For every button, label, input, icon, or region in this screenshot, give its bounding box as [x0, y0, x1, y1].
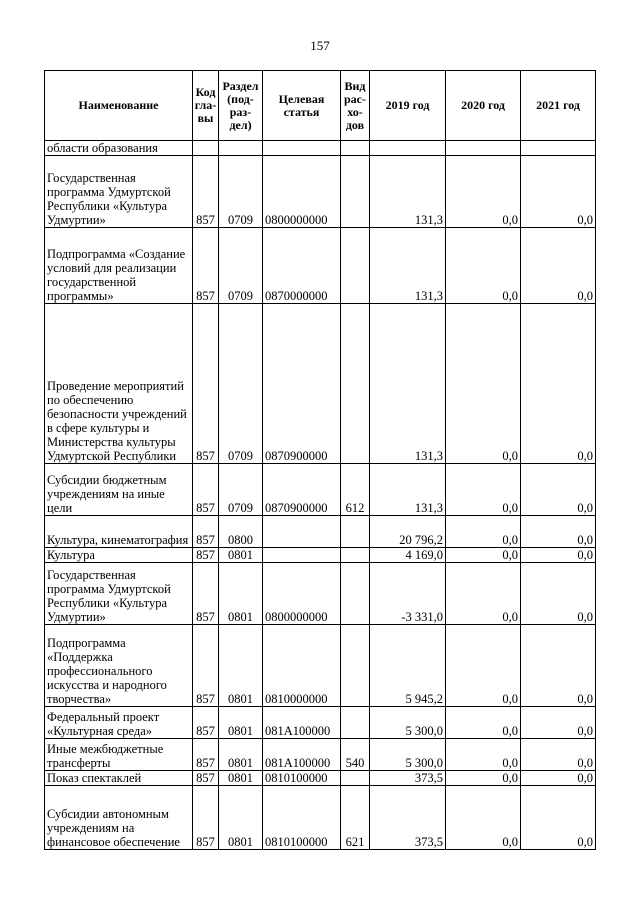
cell-y2019: 131,3	[370, 464, 446, 516]
cell-y2020: 0,0	[446, 625, 521, 707]
cell-target: 0810000000	[263, 625, 341, 707]
cell-type	[341, 625, 370, 707]
cell-type: 621	[341, 786, 370, 850]
cell-code: 857	[193, 786, 219, 850]
cell-y2020: 0,0	[446, 304, 521, 464]
cell-section: 0801	[219, 563, 263, 625]
cell-y2019: 5 945,2	[370, 625, 446, 707]
page-number: 157	[310, 38, 330, 53]
cell-y2021: 0,0	[521, 464, 596, 516]
cell-code: 857	[193, 563, 219, 625]
table-row	[45, 548, 596, 563]
cell-section: 0709	[219, 228, 263, 304]
cell-section: 0801	[219, 739, 263, 771]
cell-target	[263, 548, 341, 563]
cell-section	[219, 141, 263, 156]
table-row	[45, 786, 596, 850]
cell-target: 0810100000	[263, 786, 341, 850]
cell-name: Культура, кинематография	[45, 516, 193, 548]
cell-y2019	[370, 141, 446, 156]
cell-name: Федеральный проект «Культурная среда»	[45, 707, 193, 739]
cell-type	[341, 304, 370, 464]
cell-type: 540	[341, 739, 370, 771]
table-row	[45, 516, 596, 548]
cell-code: 857	[193, 228, 219, 304]
table-row	[45, 563, 596, 625]
cell-target: 0800000000	[263, 563, 341, 625]
cell-target: 0870000000	[263, 228, 341, 304]
table-row	[45, 228, 596, 304]
cell-code: 857	[193, 548, 219, 563]
cell-code: 857	[193, 739, 219, 771]
cell-y2021: 0,0	[521, 516, 596, 548]
cell-y2019: 373,5	[370, 771, 446, 786]
cell-name: Субсидии бюджетным учреждениям на иные цели	[45, 464, 193, 516]
cell-y2021: 0,0	[521, 228, 596, 304]
cell-type	[341, 771, 370, 786]
cell-section: 0801	[219, 771, 263, 786]
header-code: Код гла- вы	[193, 71, 219, 141]
table-row	[45, 304, 596, 464]
cell-type	[341, 156, 370, 228]
header-section: Раздел (под- раз- дел)	[219, 71, 263, 141]
header-name: Наименование	[45, 71, 193, 141]
cell-y2021: 0,0	[521, 548, 596, 563]
cell-section: 0709	[219, 304, 263, 464]
cell-y2021: 0,0	[521, 156, 596, 228]
table-row	[45, 625, 596, 707]
cell-section: 0801	[219, 548, 263, 563]
cell-y2021: 0,0	[521, 739, 596, 771]
cell-y2019: 20 796,2	[370, 516, 446, 548]
cell-target: 081A100000	[263, 707, 341, 739]
cell-y2019: 131,3	[370, 228, 446, 304]
cell-y2020: 0,0	[446, 739, 521, 771]
cell-name: Культура	[45, 548, 193, 563]
cell-y2020: 0,0	[446, 707, 521, 739]
cell-section: 0800	[219, 516, 263, 548]
cell-y2021: 0,0	[521, 707, 596, 739]
cell-y2019: 5 300,0	[370, 739, 446, 771]
cell-section: 0801	[219, 786, 263, 850]
cell-type	[341, 548, 370, 563]
cell-y2021: 0,0	[521, 625, 596, 707]
cell-code: 857	[193, 516, 219, 548]
cell-name: Субсидии автономным учреждениям на финансовое обеспечение	[45, 786, 193, 850]
cell-y2020: 0,0	[446, 548, 521, 563]
header-2020: 2020 год	[446, 71, 521, 141]
cell-y2019: 5 300,0	[370, 707, 446, 739]
cell-target: 0870900000	[263, 464, 341, 516]
cell-type	[341, 228, 370, 304]
cell-type	[341, 516, 370, 548]
table-row	[45, 141, 596, 156]
cell-code: 857	[193, 304, 219, 464]
cell-y2019: 131,3	[370, 304, 446, 464]
cell-code: 857	[193, 707, 219, 739]
cell-y2020: 0,0	[446, 228, 521, 304]
cell-y2019: 4 169,0	[370, 548, 446, 563]
table-row	[45, 771, 596, 786]
cell-name: Иные межбюджетные трансферты	[45, 739, 193, 771]
cell-target	[263, 516, 341, 548]
cell-name: Государственная программа Удмуртской Республики «Культура Удмуртии»	[45, 156, 193, 228]
table-row	[45, 739, 596, 771]
cell-y2021: 0,0	[521, 786, 596, 850]
cell-y2020: 0,0	[446, 516, 521, 548]
cell-y2021	[521, 141, 596, 156]
cell-target: 081A100000	[263, 739, 341, 771]
cell-y2021: 0,0	[521, 771, 596, 786]
header-row	[45, 71, 596, 141]
cell-type	[341, 141, 370, 156]
cell-name: области образования	[45, 141, 193, 156]
cell-type: 612	[341, 464, 370, 516]
cell-code: 857	[193, 156, 219, 228]
cell-target	[263, 141, 341, 156]
cell-code	[193, 141, 219, 156]
cell-y2019: 373,5	[370, 786, 446, 850]
cell-target: 0800000000	[263, 156, 341, 228]
table-row	[45, 156, 596, 228]
cell-type	[341, 563, 370, 625]
cell-type	[341, 707, 370, 739]
cell-code: 857	[193, 625, 219, 707]
cell-y2019: 131,3	[370, 156, 446, 228]
cell-y2020: 0,0	[446, 156, 521, 228]
cell-section: 0709	[219, 156, 263, 228]
cell-y2021: 0,0	[521, 304, 596, 464]
header-2019: 2019 год	[370, 71, 446, 141]
cell-target: 0810100000	[263, 771, 341, 786]
cell-name: Государственная программа Удмуртской Республики «Культура Удмуртии»	[45, 563, 193, 625]
header-type: Вид рас- хо- дов	[341, 71, 370, 141]
cell-name: Проведение мероприятий по обеспечению безопасности учреждений в сфере культуры и Министерства культуры Удмуртской Республики	[45, 304, 193, 464]
cell-y2020: 0,0	[446, 786, 521, 850]
header-target: Целевая статья	[263, 71, 341, 141]
cell-code: 857	[193, 464, 219, 516]
cell-name: Подпрограмма «Поддержка профессионального искусства и народного творчества»	[45, 625, 193, 707]
cell-name: Показ спектаклей	[45, 771, 193, 786]
cell-code: 857	[193, 771, 219, 786]
budget-table	[44, 70, 596, 850]
table-row	[45, 707, 596, 739]
cell-section: 0801	[219, 625, 263, 707]
cell-y2020: 0,0	[446, 464, 521, 516]
cell-y2020	[446, 141, 521, 156]
cell-section: 0801	[219, 707, 263, 739]
cell-target: 0870900000	[263, 304, 341, 464]
cell-y2020: 0,0	[446, 563, 521, 625]
cell-name: Подпрограмма «Создание условий для реализации государственной программы»	[45, 228, 193, 304]
header-2021: 2021 год	[521, 71, 596, 141]
cell-y2020: 0,0	[446, 771, 521, 786]
cell-section: 0709	[219, 464, 263, 516]
cell-y2021: 0,0	[521, 563, 596, 625]
cell-y2019: -3 331,0	[370, 563, 446, 625]
table-row	[45, 464, 596, 516]
